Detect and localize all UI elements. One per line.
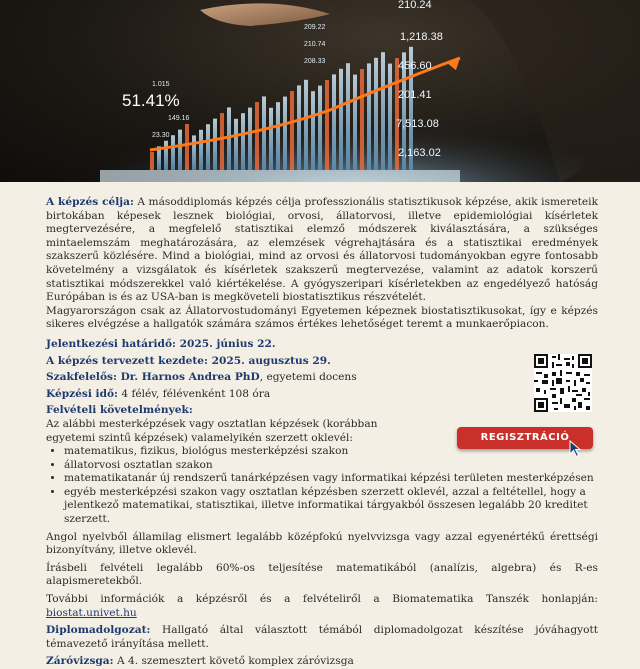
hero-num: 210.74 [304, 41, 326, 48]
hero-bar [234, 119, 238, 170]
start-date: A képzés tervezett kezdete: 2025. augusztus 29. [46, 354, 331, 367]
hero-bar [276, 102, 280, 170]
list-item: • matematikatanár új rendszerű tanárképzésen vagy informatikai képzési területen mesterképzésen [64, 472, 598, 486]
hero-bar [213, 119, 217, 170]
hero-num: 1,218.38 [400, 31, 443, 43]
hero-num: 210.24 [398, 0, 432, 11]
final-exam: Záróvizsga: A 4. szemesztert követő komplex záróvizsga [46, 655, 354, 668]
hero-num: 201.41 [398, 89, 432, 101]
language-requirement: Angol nyelvből államilag elismert legalább középfokú nyelvvizsga vagy azzal egyenértékű érettségi bizonyítvány, illetve oklevél. [46, 530, 598, 557]
hero-bar [381, 52, 385, 170]
hero-bar [262, 96, 266, 170]
hero-bar [220, 113, 224, 170]
hero-bar [332, 74, 336, 170]
hero-bar [241, 113, 245, 170]
list-item: • matematikus, fizikus, biológus mesterképzési szakon [64, 445, 598, 459]
hero-bar [290, 91, 294, 170]
hero-bar [367, 63, 371, 170]
hero-bar [374, 58, 378, 170]
hero-num: 7,513.08 [396, 118, 439, 130]
hero-bar [318, 86, 322, 170]
list-item: • egyéb mesterképzési szakon vagy osztatlan képzésben szerzett oklevél, azzal a feltétellel, hogy a jelentkező matematikai, statisztikai, illetve informatikai tárgyakból összesen legalább 20 kreditet szerzett. [64, 486, 598, 527]
hero-bar [206, 124, 210, 170]
hero-bar [164, 141, 168, 170]
list-item: • állatorvosi osztatlan szakon [64, 459, 598, 473]
hero-num: 149.16 [168, 115, 190, 122]
hero-bar [248, 108, 252, 170]
hero-bar [269, 108, 273, 170]
hero-num: 1.015 [152, 81, 170, 88]
hero-bar [360, 69, 364, 170]
hero-bar [346, 63, 350, 170]
hero-image [0, 0, 640, 182]
hero-bar [192, 135, 196, 170]
thesis: Diplomadolgozat: Hallgató által választott témából diplomadolgozat készítése jóváhagyott témavezető irányítása mellett. [46, 624, 598, 650]
hero-bar [304, 80, 308, 170]
hero-bar [388, 64, 392, 170]
exam-requirement: Írásbeli felvételi legalább 60%-os teljesítése matematikából (analízis, algebra) és R-es alapismeretekből. [46, 561, 598, 588]
qr-code[interactable] [534, 354, 592, 412]
hero-bar [255, 102, 259, 170]
more-info: További információk a képzésről és a felvételiről a Biomatematika Tanszék honlapján: biostat.univet.hu [46, 593, 598, 619]
deadline: Jelentkezési határidő: 2025. június 22. [46, 337, 276, 350]
hero-num: 456.60 [398, 60, 432, 72]
tablet-shape [100, 170, 460, 182]
requirements-list [46, 445, 598, 527]
hungary-paragraph: Magyarországon csak az Állatorvostudományi Egyetemen képeznek biostatisztikusokat, így e képzés sikeres elvégzése a hallgatók számára számos értékes lehetőséget teremt a munkaerőpiacon. [46, 304, 598, 331]
hand-shape [200, 3, 330, 26]
responsible: Szakfelelős: Dr. Harnos Andrea PhD, egyetemi docens [46, 371, 357, 384]
hero-bar [178, 130, 182, 170]
hero-num: 23.30 [152, 132, 170, 139]
hero-bar [171, 135, 175, 170]
hero-chart-graphic [0, 0, 640, 182]
requirements-title: Felvételi követelmények: [46, 404, 193, 417]
hero-num: 209.22 [304, 24, 326, 31]
hero-bar [297, 85, 301, 170]
cursor-icon [569, 440, 583, 458]
hero-percent: 51.41% [122, 91, 180, 110]
hero-bar [185, 124, 189, 170]
hero-num: 208.33 [304, 58, 326, 65]
aim-paragraph [46, 196, 598, 305]
hero-bar [283, 97, 287, 170]
hero-bar [311, 91, 315, 170]
hero-bar [353, 75, 357, 170]
hero-bar [199, 130, 203, 170]
hero-bar [150, 152, 154, 170]
aim-label: A képzés célja: [46, 196, 134, 208]
register-button[interactable]: REGISZTRÁCIÓ [457, 427, 593, 449]
aim-text: A másoddiplomás képzés célja professzionális statisztikusok képzése, akik ismereteik birtokában képesek lesznek biológiai, orvosi, állatorvosi, illetve epidemiológiai kísérletek megtervezésére, a megfelelő statisztikai elemző módszerek kiválasztására, a szükséges mintaelemszám meghatározására, az elemzések végrehajtására és a statisztikai eredmények szakszerű közlésére. Mind a biológiai, mind az orvosi és állatorvosi tudományokban egyre fontosabb követelmény a vizsgálatok és kísérletek szakszerű megtervezése, valamint az adatok korszerű statisztikai módszerekkel való kiértékelése. A gyógyszeripari kísérletekben az engedélyező hatóság Európában is és az USA-ban is megköveteli biostatisztikus részvételét. [46, 196, 598, 304]
duration: Képzési idő: 4 félév, félévenként 108 óra [46, 387, 271, 400]
requirements-intro: Az alábbi mesterképzések vagy osztatlan képzések (korábban egyetemi szintű képzések) valamelyikén szerzett oklevél: [46, 417, 378, 444]
hero-num: 2,163.02 [398, 147, 441, 159]
hero-bar [339, 69, 343, 170]
hero-bar [325, 80, 329, 170]
website-link[interactable]: biostat.univet.hu [46, 606, 137, 619]
